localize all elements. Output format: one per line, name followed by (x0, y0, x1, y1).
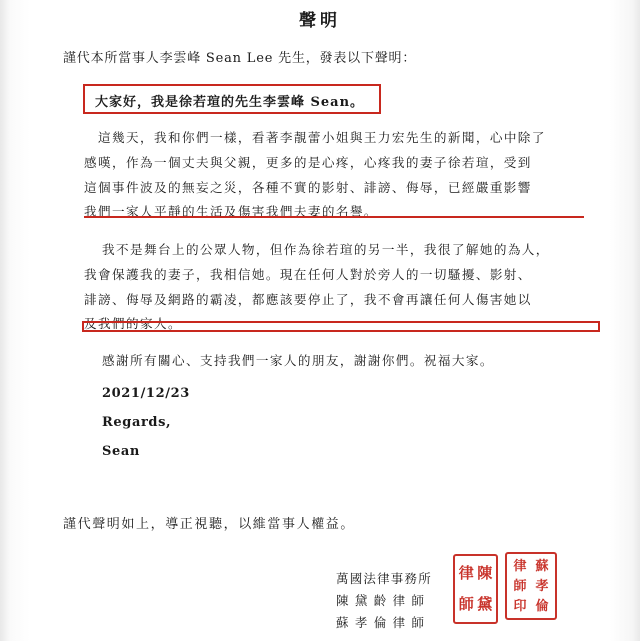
underline-box-highlight (82, 321, 600, 332)
seal1-char: 律 (458, 564, 474, 582)
paragraph2-line4: 及我們的家人。 (84, 316, 182, 331)
seal2-char: 師 (513, 578, 527, 594)
lawyer-1: 陳 黛 齡 律 師 (336, 593, 426, 608)
law-firm-name: 萬國法律事務所 (336, 571, 432, 586)
seal2-char: 律 (513, 558, 527, 574)
document-title: 聲明 (299, 11, 341, 31)
paragraph2-line3: 誹謗、侮辱及網路的霸凌，都應該要停止了，我不會再讓任何人傷害她以 (84, 292, 532, 307)
paragraph1-line4: 我們一家人平靜的生活及傷害我們夫妻的名譽。 (84, 204, 378, 219)
paragraph2-line2: 我會保護我的妻子，我相信她。現在任何人對於旁人的一切騷擾、影射、 (84, 267, 532, 282)
seal1-char: 師 (458, 595, 474, 613)
seal2-char: 蘇 (535, 558, 549, 574)
seal1-char: 黛 (477, 595, 493, 613)
lawyer-seal-1 (453, 554, 498, 624)
paragraph2-line1: 我不是舞台上的公眾人物，但作為徐若瑄的另一半，我很了解她的為人， (102, 242, 550, 257)
paragraph1-line1: 這幾天，我和你們一樣，看著李靚蕾小姐與王力宏先生的新聞，心中除了 (98, 130, 546, 145)
greeting-line: 大家好，我是徐若瑄的先生李雲峰 Sean。 (95, 95, 365, 110)
lawyer-seal-2 (505, 552, 557, 620)
signature-name: Sean (102, 444, 140, 459)
intro-line: 謹代本所當事人李雲峰 Sean Lee 先生，發表以下聲明： (63, 51, 417, 66)
thanks-line: 感謝所有關心、支持我們一家人的朋友，謝謝你們。祝福大家。 (102, 353, 494, 368)
seal1-char: 陳 (477, 564, 493, 582)
lawyer-2: 蘇 孝 倫 律 師 (336, 615, 426, 630)
regards: Regards, (102, 415, 172, 430)
closing-line: 謹代聲明如上，導正視聽，以維當事人權益。 (63, 517, 356, 532)
paragraph1-line2: 感嘆，作為一個丈夫與父親，更多的是心疼，心疼我的妻子徐若瑄，受到 (84, 155, 532, 170)
seal2-char: 孝 (535, 578, 549, 594)
date: 2021/12/23 (102, 386, 190, 401)
underline-highlight (84, 216, 584, 218)
seal2-char: 倫 (535, 598, 549, 614)
seal2-char: 印 (513, 598, 527, 614)
paragraph1-line3: 這個事件波及的無妄之災，各種不實的影射、誹謗、侮辱，已經嚴重影響 (84, 180, 532, 195)
